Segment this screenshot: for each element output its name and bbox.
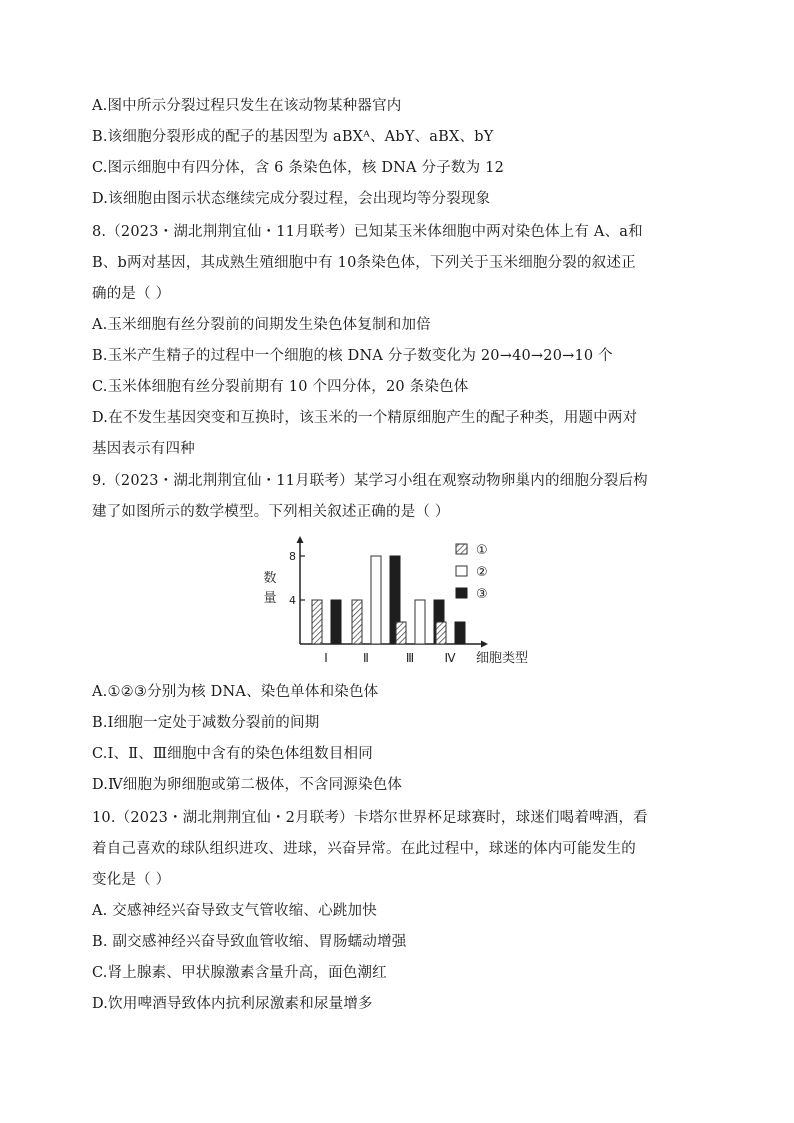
- q7-option-a: A.图中所示分裂过程只发生在该动物某种器官内: [92, 98, 402, 114]
- q9-stem-line-1: 9.（2023・湖北荆荆宜仙・11月联考）某学习小组在观察动物卵巢内的细胞分裂后构: [92, 473, 648, 489]
- q10-option-c: C.肾上腺素、甲状腺激素含量升高，面色潮红: [92, 965, 387, 981]
- q9-stem-line-2: 建了如图所示的数学模型。下列相关叙述正确的是（ ）: [92, 504, 450, 520]
- bar-Ⅲ-series-1: [396, 622, 406, 644]
- bar-Ⅱ-series-1: [352, 600, 362, 644]
- legend-swatch-3: [456, 588, 467, 598]
- q8-option-a: A.玉米细胞有丝分裂前的间期发生染色体复制和加倍: [92, 317, 431, 333]
- q8-option-d: D.在不发生基因突变和互换时，该玉米的一个精原细胞产生的配子种类，用题中两对: [92, 410, 638, 426]
- q10-option-d: D.饮用啤酒导致体内抗利尿激素和尿量增多: [92, 996, 373, 1012]
- legend-label: ①: [476, 543, 488, 558]
- bar-Ⅰ-series-3: [331, 600, 341, 644]
- q10-option-b: B. 副交感神经兴奋导致血管收缩、胃肠蠕动增强: [92, 934, 407, 950]
- legend-label: ②: [476, 565, 488, 580]
- q8-option-c: C.玉米体细胞有丝分裂前期有 10 个四分体，20 条染色体: [92, 379, 469, 395]
- q7-option-d: D.该细胞由图示状态继续完成分裂过程，会出现均等分裂现象: [92, 191, 491, 207]
- bar-Ⅲ-series-2: [415, 600, 425, 644]
- x-tick-label: Ⅰ: [324, 651, 328, 665]
- y-tick-label: 4: [289, 594, 296, 607]
- q10-option-a: A. 交感神经兴奋导致支气管收缩、心跳加快: [92, 903, 377, 919]
- q9-option-a: A.①②③分别为核 DNA、染色单体和染色体: [92, 684, 379, 700]
- q10-stem-line-2: 着自己喜欢的球队组织进攻、进球，兴奋异常。在此过程中，球迷的体内可能发生的: [92, 841, 636, 857]
- q9-option-d: D.Ⅳ细胞为卵细胞或第二极体，不含同源染色体: [92, 777, 403, 793]
- q10-stem-line-1: 10.（2023・湖北荆荆宜仙・2月联考）卡塔尔世界杯足球赛时，球迷们喝着啤酒，看: [92, 810, 648, 826]
- q8-stem-line-2: B、b两对基因，其成熟生殖细胞中有 10条染色体，下列关于玉米细胞分裂的叙述正: [92, 255, 636, 271]
- q9-option-c: C.Ⅰ、Ⅱ、Ⅲ细胞中含有的染色体组数目相同: [92, 746, 373, 762]
- q8-option-d-cont: 基因表示有四种: [92, 441, 195, 457]
- bar-Ⅳ-series-1: [436, 622, 446, 644]
- bar-Ⅰ-series-1: [312, 600, 322, 644]
- legend-swatch-1: [456, 544, 467, 554]
- x-tick-label: Ⅳ: [444, 651, 456, 665]
- y-axis-label: 数: [263, 571, 277, 586]
- bar-Ⅳ-series-3: [455, 622, 465, 644]
- y-tick-label: 8: [289, 550, 296, 563]
- y-axis-label: 量: [263, 591, 277, 606]
- q9-option-b: B.Ⅰ细胞一定处于减数分裂前的间期: [92, 715, 320, 731]
- q8-stem-line-3: 确的是（ ）: [92, 286, 171, 302]
- bar-chart: [250, 532, 560, 674]
- legend-label: ③: [476, 587, 488, 602]
- q7-option-c: C.图示细胞中有四分体，含 6 条染色体，核 DNA 分子数为 12: [92, 160, 504, 176]
- x-axis-label: 细胞类型: [476, 651, 529, 666]
- q7-option-b: B.该细胞分裂形成的配子的基因型为 aBXᴬ、AbY、aBX、bY: [92, 129, 494, 145]
- y-axis-arrow: [297, 536, 304, 543]
- x-axis-arrow: [481, 641, 488, 648]
- bar-Ⅱ-series-2: [371, 556, 381, 644]
- x-tick-label: Ⅲ: [405, 651, 415, 665]
- q10-stem-line-3: 变化是（ ）: [92, 872, 171, 888]
- legend-swatch-2: [456, 566, 467, 576]
- x-tick-label: Ⅱ: [363, 651, 369, 665]
- q8-stem-line-1: 8.（2023・湖北荆荆宜仙・11月联考）已知某玉米体细胞中两对染色体上有 A、a和: [92, 224, 643, 240]
- q8-option-b: B.玉米产生精子的过程中一个细胞的核 DNA 分子数变化为 20→40→20→10 个: [92, 348, 613, 364]
